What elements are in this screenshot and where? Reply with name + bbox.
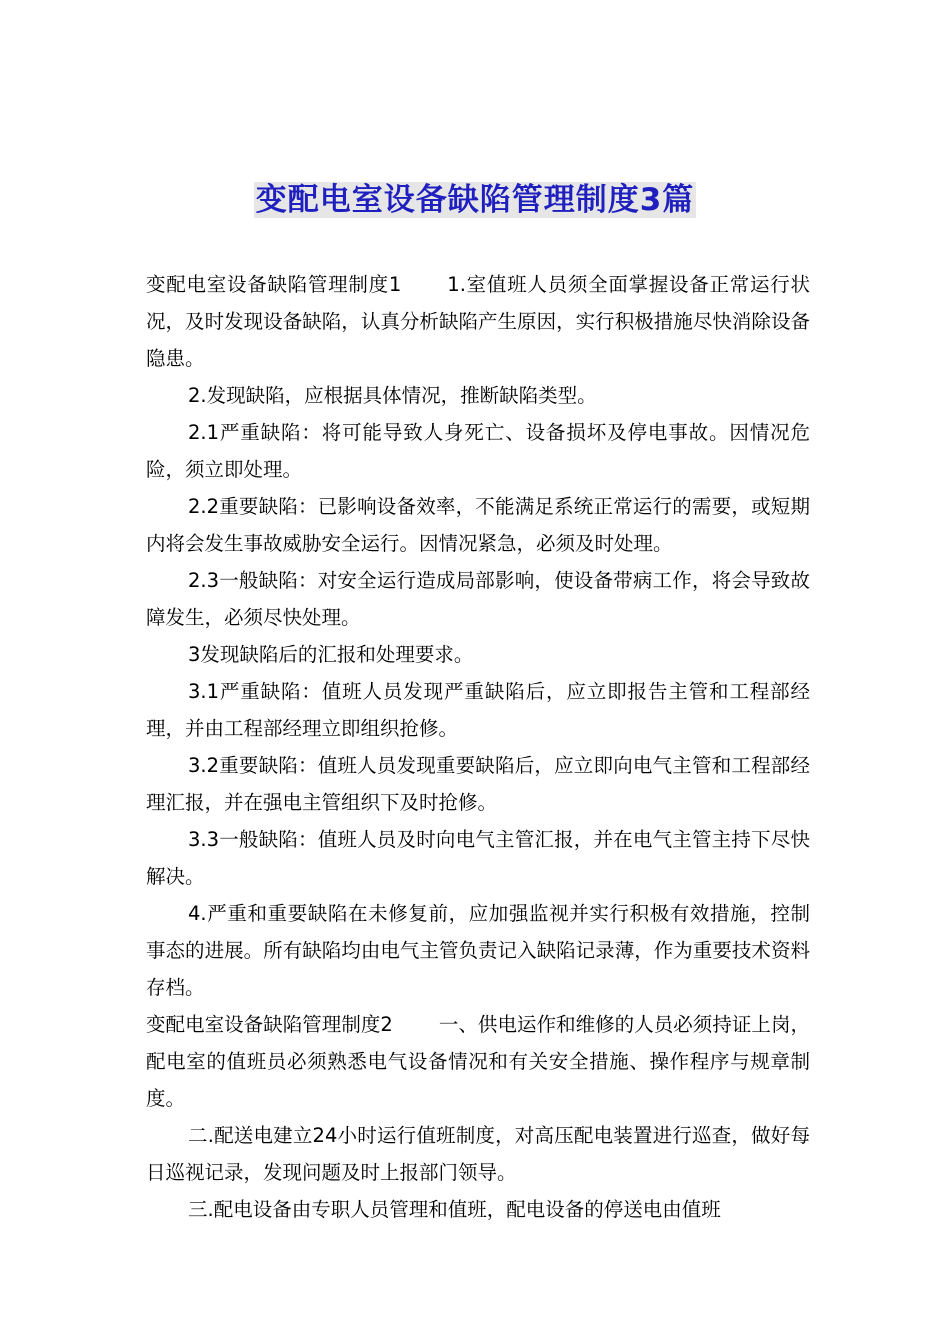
paragraph: 2.1严重缺陷：将可能导致人身死亡、设备损坏及停电事故。因情况危险，须立即处理。 (146, 421, 810, 481)
paragraph: 2.3一般缺陷：对安全运行造成局部影响，使设备带病工作，将会导致故障发生，必须尽快处理。 (146, 569, 810, 629)
paragraph-text: 1.室值班人员须全面掌握设备正常运行状况，及时发现设备缺陷，认真分析缺陷产生原因，实行积极措施尽快消除设备隐患。 (146, 273, 810, 370)
document-title (0, 178, 950, 222)
paragraph: 2.发现缺陷，应根据具体情况，推断缺陷类型。 (188, 384, 597, 407)
document-body (146, 266, 810, 1228)
section-heading: 变配电室设备缺陷管理制度2 (146, 1013, 393, 1036)
paragraph: 二.配送电建立24小时运行值班制度，对高压配电装置进行巡查，做好每日巡视记录，发现问题及时上报部门领导。 (146, 1124, 810, 1184)
paragraph-text: 一、供电运作和维修的人员必须持证上岗，配电室的值班员必须熟悉电气设备情况和有关安全措施、操作程序与规章制度。 (146, 1013, 810, 1110)
paragraph: 4.严重和重要缺陷在未修复前，应加强监视并实行积极有效措施，控制事态的进展。所有缺陷均由电气主管负责记入缺陷记录薄，作为重要技术资料存档。 (146, 902, 810, 999)
section-heading: 变配电室设备缺陷管理制度1 (146, 273, 402, 296)
document-title-text: 变配电室设备缺陷管理制度3篇 (255, 182, 695, 218)
paragraph (146, 1006, 810, 1117)
paragraph: 3.2重要缺陷：值班人员发现重要缺陷后，应立即向电气主管和工程部经理汇报，并在强电主管组织下及时抢修。 (146, 754, 810, 814)
paragraph: 2.2重要缺陷：已影响设备效率，不能满足系统正常运行的需要，或短期内将会发生事故威胁安全运行。因情况紧急，必须及时处理。 (146, 495, 810, 555)
paragraph: 3.1严重缺陷：值班人员发现严重缺陷后，应立即报告主管和工程部经理，并由工程部经理立即组织抢修。 (146, 680, 810, 740)
paragraph: 三.配电设备由专职人员管理和值班，配电设备的停送电由值班 (188, 1198, 721, 1221)
paragraph: 3发现缺陷后的汇报和处理要求。 (188, 643, 474, 666)
paragraph (146, 266, 810, 377)
paragraph: 3.3一般缺陷：值班人员及时向电气主管汇报，并在电气主管主持下尽快解决。 (146, 828, 810, 888)
